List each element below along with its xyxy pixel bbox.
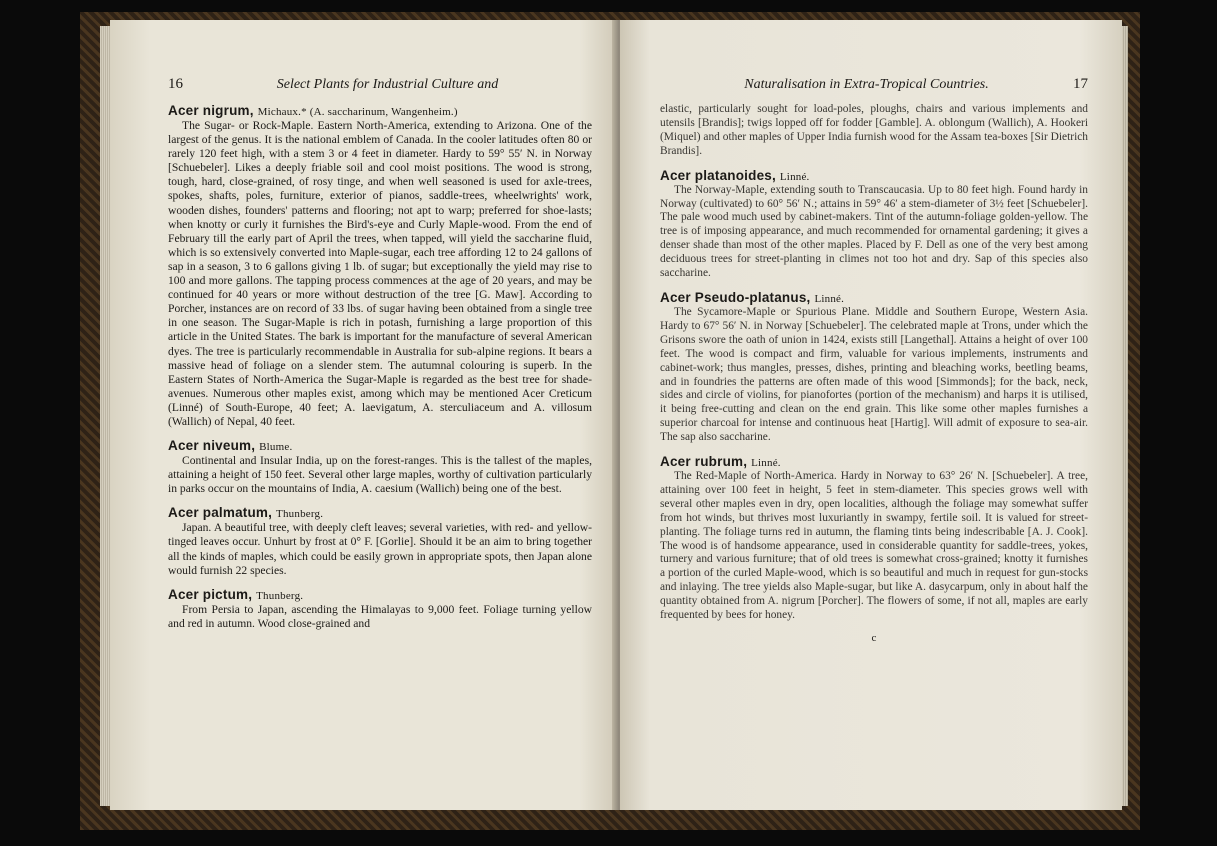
right-running-head bbox=[660, 76, 1088, 93]
left-page bbox=[110, 20, 618, 810]
entry-acer-pseudo-platanus bbox=[660, 290, 1088, 445]
entry-acer-nigrum bbox=[168, 103, 592, 429]
continuation-text: elastic, particularly sought for load-poles, ploughs, chairs and various implements and utensils [Brandis]; twigs lopped off for fodder [Gamble]. A. oblongum (Wallich), A. Hookeri (Miquel) and other maples of Upper India furnish wood for the Assam tea-boxes [Sir Dietrich Brandis]. bbox=[660, 103, 1088, 157]
right-page bbox=[620, 20, 1122, 810]
entry-text: The Red-Maple of North-America. Hardy in Norway to 63° 26′ N. [Schuebeler]. A tree, attaining over 100 feet in height, 5 feet in stem-diameter. This species grows well with several other maples even in dry, open localities, although the foliage may somewhat suffer from hot winds, but thrives most luxuriantly in swampy, fertile soil. It is valued for street-planting. The foliage turns red in autumn, the flaming tints being indescribable [A. J. Cook]. The wood is of handsome appearance, used in considerable quantity for saddle-trees, yokes, turnery and various furniture; that of old trees is somewhat cross-grained; knotty it furnishes a portion of the curled Maple-wood, which is so beautiful and much in request for gun-stocks and inlaying. The tree yields also Maple-sugar, but like A. dasycarpum, only in about half the quantity obtained from A. nigrum [Porcher]. The flowers of some, if not all, maples are early frequented by bees for honey. bbox=[660, 470, 1088, 622]
entry-continuation bbox=[660, 103, 1088, 159]
right-running-title: Naturalisation in Extra-Tropical Countries. bbox=[744, 77, 989, 92]
entry-acer-palmatum bbox=[168, 505, 592, 577]
entry-heading: Acer Pseudo-platanus, Linné. bbox=[660, 289, 845, 305]
entry-acer-niveum bbox=[168, 438, 592, 496]
entry-text: The Sycamore-Maple or Spurious Plane. Middle and Southern Europe, Western Asia. Hardy to 67° 56′ N. in Norway [Schuebeler]. The celebrated maple at Trons, under which the Grisons swore the oath of union in 1424, exists still [Langethal]. Attains a height of over 100 feet. The wood is compact and firm, valuable for various implements, instruments and cabinet-work; thus mangles, presses, dishes, printing and bleaching works, beetling beams, and in foundries the patterns are often made of this wood [Simmonds]; for the back, neck, sides and circle of violins, for pianofortes (portion of the mechanism) and harps it is utilised, it being free-cutting and clean on the end grain. This like some other maples furnishes a superior charcoal for intense and continuous heat [Hartig]. Will admit of exposure to sea-air. The sap also saccharine. bbox=[660, 305, 1088, 444]
signature-mark: c bbox=[871, 632, 877, 644]
entry-heading: Acer rubrum, Linné. bbox=[660, 454, 781, 470]
entry-acer-pictum bbox=[168, 587, 592, 631]
left-page-number: 16 bbox=[168, 76, 183, 92]
entry-acer-rubrum bbox=[660, 454, 1088, 623]
right-page-number: 17 bbox=[1073, 76, 1088, 92]
entry-text: Continental and Insular India, up on the forest-ranges. This is the tallest of the maples, attaining a height of 150 feet. Several other large maples, worthy of cultivation particularly in parks occur on the mountains of India, A. caesium (Wallich) being one of the best. bbox=[168, 454, 592, 496]
entry-heading: Acer platanoides, Linné. bbox=[660, 167, 810, 183]
entry-heading: Acer nigrum, Michaux.* (A. saccharinum, Wangenheim.) bbox=[168, 103, 458, 118]
entry-text: The Norway-Maple, extending south to Transcaucasia. Up to 80 feet high. Found hardy in Norway (cultivated) to 60° 56′ N.; attains in 59° 46′ a stem-diameter of 3½ feet [Schuebeler]. The pale wood much used by cabinet-makers. Tint of the autumn-foliage golden-yellow. The tree is of imposing appearance, and much recommended for ornamental gardening; it gives a denser shade than most of the other maples. Placed by F. Dell as one of the very best among deciduous trees for street-planting in climes not too hot and dry. Sap of this species also saccharine. bbox=[660, 183, 1088, 280]
entry-text: From Persia to Japan, ascending the Himalayas to 9,000 feet. Foliage turning yellow and red in autumn. Wood close-grained and bbox=[168, 602, 592, 630]
entry-heading: Acer pictum, Thunberg. bbox=[168, 586, 304, 602]
entry-text: The Sugar- or Rock-Maple. Eastern North-America, extending to Arizona. One of the largest of the genus. It is the national emblem of Canada. In the cooler latitudes often 80 or rarely 120 feet high, with a stem 3 or 4 feet in diameter. Hardy to 59° 55′ N. in Norway [Schuebeler]. Likes a deeply friable soil and cool moist positions. The wood is strong, tough, hard, close-grained, of rosy tinge, and when well seasoned is used for axle-trees, spokes, shafts, poles, furniture, exterior of pianos, saddle-trees, wheelwrights' work, wooden dishes, founders' patterns and flooring; not apt to warp; preferred for shoe-lasts; when knotty or curly it furnishes the Bird's-eye and Curly Maple-wood. From the end of February till the early part of April the trees, when tapped, will yield the saccharine fluid, which is so extensively converted into Maple-sugar, each tree affording 12 to 24 gallons of sap in a season, 3 to 6 gallons giving 1 lb. of sugar; but exceptionally the yield may rise to 100 and more gallons. The tapping process commences at the age of 20 years, and may be continued for 40 years or more without destruction of the tree [G. Maw]. According to Porcher, instances are on record of 33 lbs. of sugar having been obtained from a single tree in one season. The Sugar-Maple is rich in potash, furnishing a large proportion of this article in the United States. The bark is important for the manufacture of several American dyes. The tree is particularly recommendable in Australia for sub-alpine regions. It bears a massive head of foliage on a slender stem. The autumnal colouring is superb. In the Eastern States of North-America the Sugar-Maple is regarded as the best tree for shade-avenues. Numerous other maples exist, among which may be mentioned Acer Creticum (Linné) of South-Europe, 40 feet; A. laevigatum, A. sterculiaceum and A. villosum (Wallich) of Nepal, 40 feet. bbox=[168, 119, 592, 428]
left-running-head bbox=[168, 76, 592, 93]
entry-acer-platanoides bbox=[660, 168, 1088, 281]
entry-heading: Acer niveum, Blume. bbox=[168, 438, 293, 454]
entry-heading: Acer palmatum, Thunberg. bbox=[168, 505, 324, 521]
entry-text: Japan. A beautiful tree, with deeply cleft leaves; several varieties, with red- and yellow-tinged leaves occur. Unhurt by frost at 0° F. [Gorlie]. Should it be an aim to bring together all the kinds of maples, which could be easily grown in appropriate spots, then Japan alone would furnish 22 species. bbox=[168, 521, 592, 577]
left-running-title: Select Plants for Industrial Culture and bbox=[276, 77, 499, 92]
